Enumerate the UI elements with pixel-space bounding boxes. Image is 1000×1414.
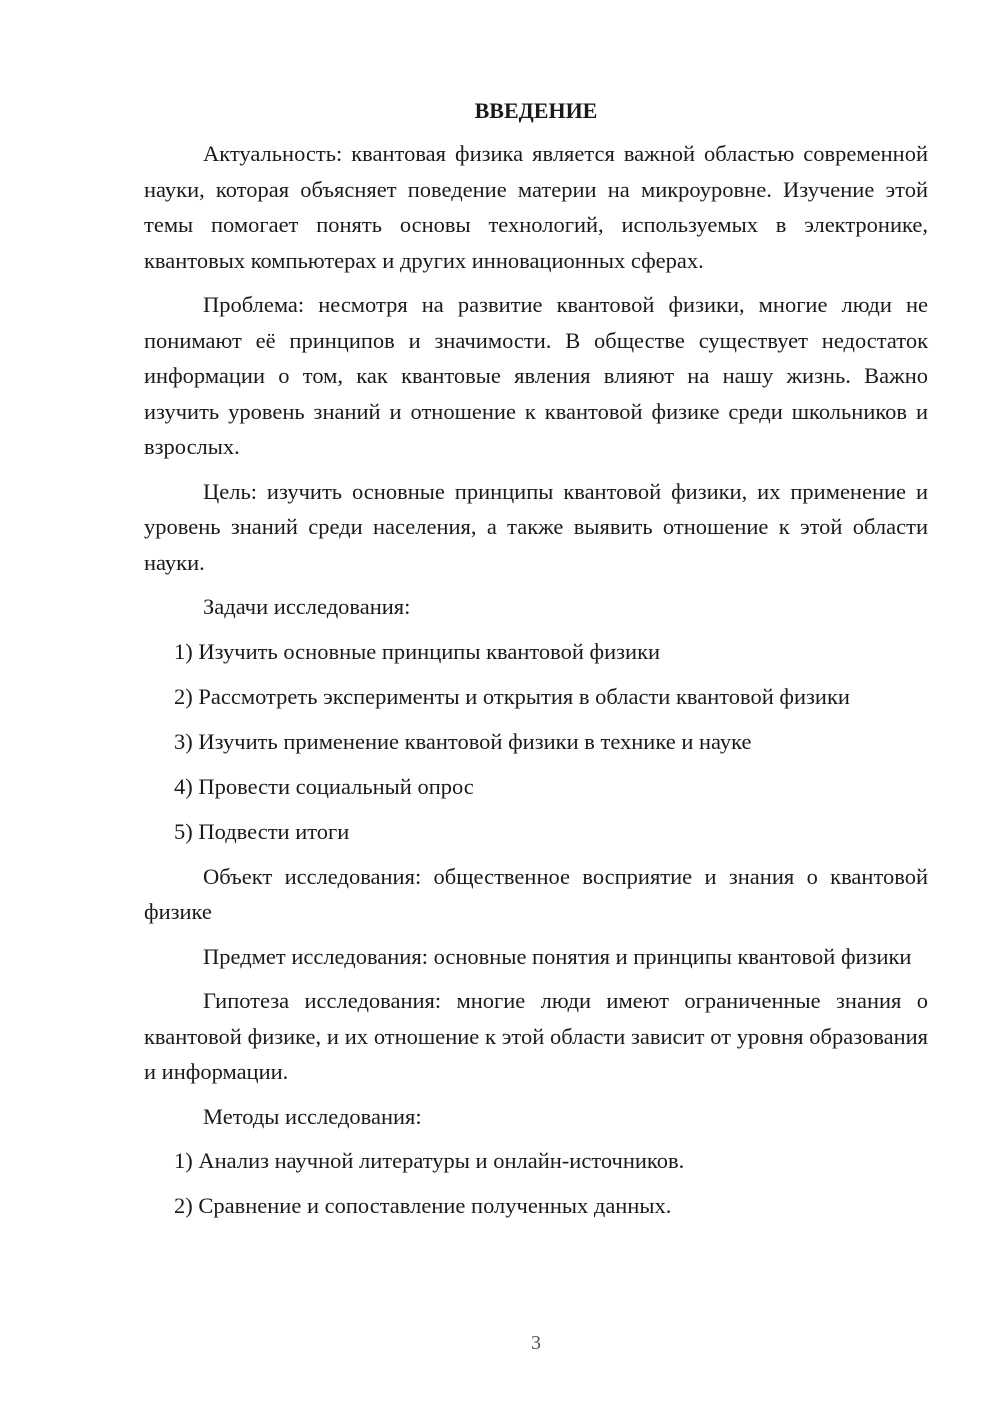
page-number: 3: [531, 1332, 541, 1354]
paragraph-problem: Проблема: несмотря на развитие квантовой физики, многие люди не понимают её принципов и значимости. В обществе существует недостаток информации о том, как квантовые явления влияют на нашу жизнь. Важно изучить уровень знаний и отношение к квантовой физике среди школьников и взрослых.: [144, 292, 928, 459]
paragraph-relevance: Актуальность: квантовая физика является важной областью современной науки, которая объясняет поведение материи на микроуровне. Изучение этой темы помогает понять основы технологий, используемых в электронике, квантовых компьютерах и других инновационных сферах.: [144, 141, 928, 273]
list-item: 2) Сравнение и сопоставление полученных данных.: [174, 1193, 672, 1218]
methods-list: [144, 1143, 928, 1224]
section-title: ВВЕДЕНИЕ: [474, 98, 598, 123]
methods-heading: Методы исследования:: [203, 1103, 422, 1129]
tasks-list: [144, 634, 928, 850]
list-item: 5) Подвести итоги: [174, 818, 350, 844]
paragraph-goal: Цель: изучить основные принципы квантовой физики, их применение и уровень знаний среди населения, а также выявить отношение к этой области науки.: [144, 478, 928, 575]
list-item: 1) Изучить основные принципы квантовой физики: [174, 638, 661, 664]
tasks-heading: Задачи исследования:: [203, 594, 411, 619]
list-item: 3) Изучить применение квантовой физики в технике и науке: [174, 728, 752, 754]
paragraph-object: Объект исследования: общественное восприятие и знания о квантовой физике: [144, 863, 928, 924]
list-item: 4) Провести социальный опрос: [174, 773, 474, 799]
paragraph-hypothesis: Гипотеза исследования: многие люди имеют ограниченные знания о квантовой физике, и их отношение к этой области зависит от уровня образования и информации.: [144, 988, 928, 1084]
list-item: 1) Анализ научной литературы и онлайн-источников.: [174, 1148, 685, 1173]
list-item: 2) Рассмотреть эксперименты и открытия в области квантовой физики: [174, 683, 850, 709]
paragraph-subject: Предмет исследования: основные понятия и принципы квантовой физики: [203, 943, 912, 969]
page-content: [144, 96, 928, 1233]
